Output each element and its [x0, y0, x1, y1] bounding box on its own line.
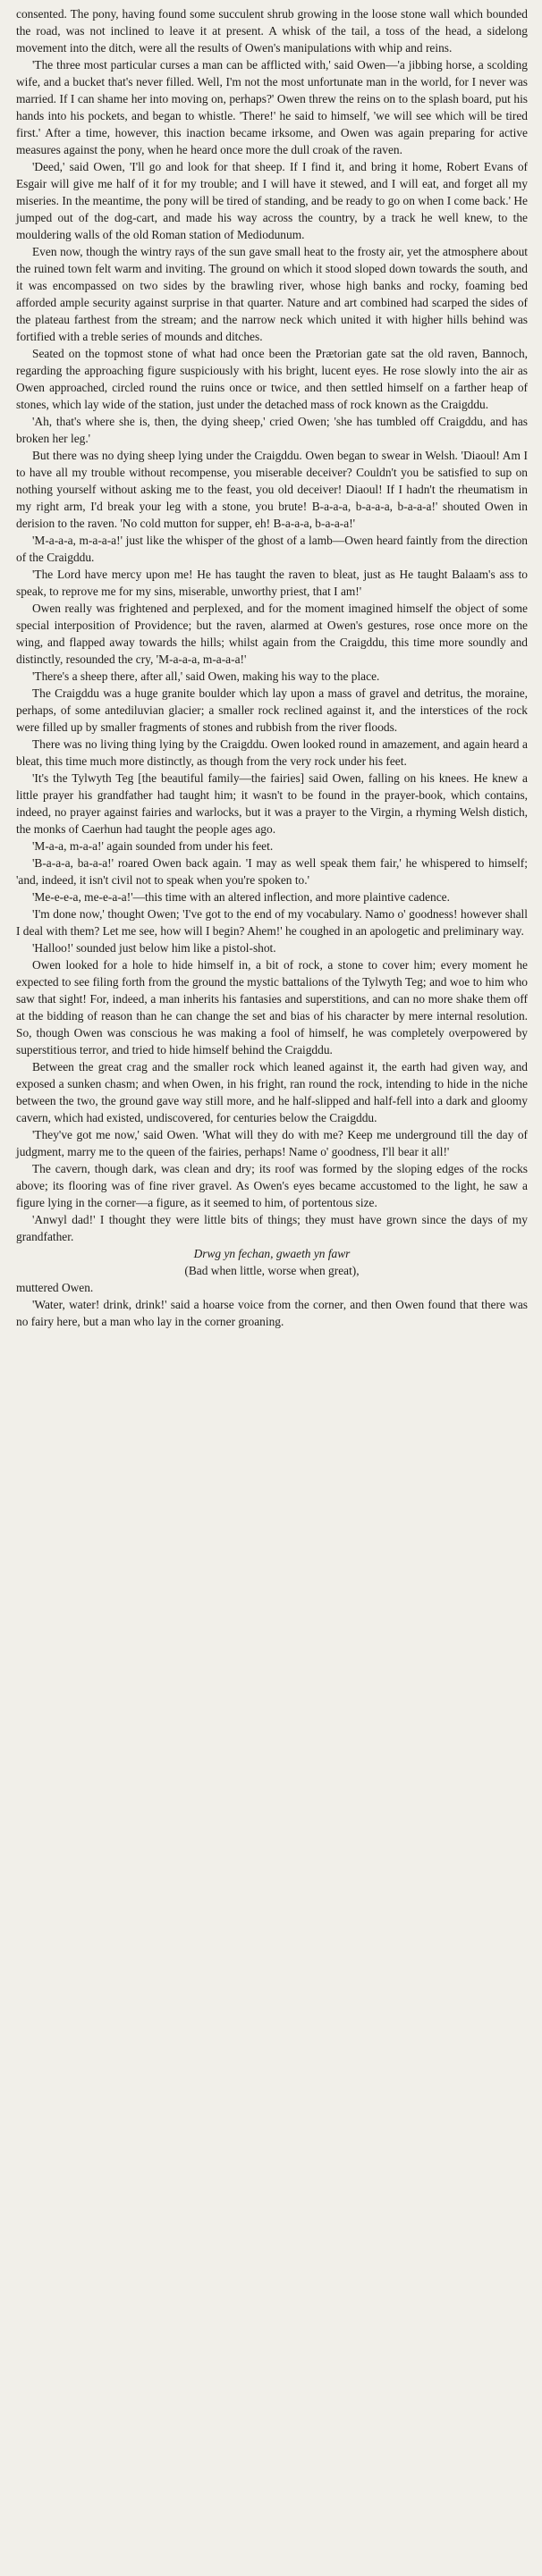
verse-translation: (Bad when little, worse when great),	[184, 1264, 360, 1277]
paragraph: 'It's the Tylwyth Teg [the beautiful family—the fairies] said Owen, falling on his knees. He knew a little prayer his grandfather had taught him; it wasn't to be found in the prayer-book, which contains, indeed, no prayer against fairies and warlocks, but it was a prayer to the Virgin, a rhyming Welsh distich, the monks of Caerhun had taught the people ages ago.	[16, 771, 528, 836]
paragraph: 'Ah, that's where she is, then, the dying sheep,' cried Owen; 'she has tumbled off Craigddu, and has broken her leg.'	[16, 415, 528, 445]
paragraph: 'Deed,' said Owen, 'I'll go and look for that sheep. If I find it, and bring it home, Robert Evans of Esgair will give me half of it for my trouble; and I will have it stewed, and I will eat, and forget all my miseries. In the meantime, the pony will be tired of standing, and be ready to go on when I come back.' He jumped out of the dog-cart, and made his way across the country, by a track he well knew, to the mouldering walls of the old Roman station of Mediodunum.	[16, 160, 528, 241]
paragraph: 'The three most particular curses a man can be afflicted with,' said Owen—'a jibbing horse, a scolding wife, and a bucket that's never filled. Well, I'm not the most unfortunate man in the world, for I never was married. If I can shame her into moving on, perhaps?' Owen threw the reins on to the splash board, put his hands into his pockets, and began to whistle. 'There!' he said to himself, 'we will see which will be tired first.' After a time, however, this inaction became irksome, and Owen was again preparing for active measures against the pony, when he heard once more the dull croak of the raven.	[16, 58, 528, 156]
paragraph: 'The Lord have mercy upon me! He has taught the raven to bleat, just as He taught Balaam's ass to speak, to reprove me for my sins, miserable, unworthy priest, that I am!'	[16, 568, 528, 598]
paragraph: 'M-a-a, m-a-a!' again sounded from under his feet.	[32, 839, 274, 853]
paragraph: 'Anwyl dad!' I thought they were little bits of things; they must have grown since the days of my grandfather.	[16, 1213, 528, 1243]
paragraph: 'They've got me now,' said Owen. 'What will they do with me? Keep me underground till the day of judgment, marry me to the queen of the fairies, perhaps! Name o' goodness, I'll bear it all!'	[16, 1128, 528, 1158]
paragraph: Owen looked for a hole to hide himself in, a bit of rock, a stone to cover him; every moment he expected to see filing forth from the ground the mystic battalions of the Tylwyth Teg; and woe to him who saw that sight! For, indeed, a man inherits his fantasies and superstitions, and can no more shake them off at the bidding of reason than he can change the set and bias of his character by mere internal resolution. So, though Owen was conscious he was making a fool of himself, he was completely overpowered by superstitious terror, and tried to hide himself behind the Craigddu.	[16, 958, 528, 1056]
paragraph: 'Halloo!' sounded just below him like a pistol-shot.	[32, 941, 276, 955]
paragraph: Seated on the topmost stone of what had once been the Prætorian gate sat the old raven, Bannoch, regarding the approaching figure suspiciously with his bright, lucent eyes. He rose slowly into the air as Owen approached, circled round the ruins once or twice, and then settled himself on a farther heap of stones, which lay wide of the station, just under the detached mass of rock known as the Craigddu.	[16, 347, 528, 411]
paragraph: Between the great crag and the smaller rock which leaned against it, the earth had given way, and exposed a sunken chasm; and when Owen, in his fright, ran round the rock, intending to hide in the niche between the two, the ground gave way still more, and he half-slipped and half-fell into a dark and gloomy cavern, which had existed, undiscovered, for centuries below the Craigddu.	[16, 1060, 528, 1124]
paragraph: consented. The pony, having found some succulent shrub growing in the loose stone wall which bounded the road, was not inclined to leave it at present. A whisk of the tail, a toss of the head, a sidelong movement into the ditch, were all the results of Owen's manipulations with whip and reins.	[16, 7, 528, 55]
paragraph: There was no living thing lying by the Craigddu. Owen looked round in amazement, and again heard a bleat, this time much more distinctly, as though from the very rock under his feet.	[16, 737, 528, 768]
paragraph: But there was no dying sheep lying under the Craigddu. Owen began to swear in Welsh. 'Diaoul! Am I to have all my trouble without recompense, you miserable deceiver? Couldn't you be satisfied to sup on nothing yourself without asking me to the feast, you old deceiver! Diaoul! If I hadn't the rheumatism in my right arm, I'd break your leg with a stone, you brute! B-a-a-a, b-a-a-a, b-a-a-a!' shouted Owen in derision to the raven. 'No cold mutton for supper, eh! B-a-a-a, b-a-a-a!'	[16, 449, 528, 530]
paragraph: 'Me-e-e-a, me-e-a-a!'—this time with an altered inflection, and more plaintive cadence.	[32, 890, 450, 904]
paragraph: 'There's a sheep there, after all,' said Owen, making his way to the place.	[32, 669, 380, 683]
paragraph: The Craigddu was a huge granite boulder which lay upon a mass of gravel and detritus, the moraine, perhaps, of some antediluvian glacier; a smaller rock reclined against it, and the interstices of the rock were filled up by smaller fragments of stones and rubbish from the river floods.	[16, 686, 528, 734]
paragraph: muttered Owen.	[16, 1281, 94, 1294]
paragraph: Even now, though the wintry rays of the sun gave small heat to the frosty air, yet the atmosphere about the ruined town felt warm and inviting. The ground on which it stood sloped down towards the south, and it was encompassed on two sides by the brawling river, whose high banks and rocky, foaming bed afforded ample security against surprise in that quarter. Nature and art combined had scarped the sides of the plateau farthest from the stream; and the narrow neck which united it with higher hills behind was fortified with a treble series of mounds and ditches.	[16, 245, 528, 343]
paragraph: 'I'm done now,' thought Owen; 'I've got to the end of my vocabulary. Namo o' goodness! however shall I deal with them? Let me see, how will I begin? Ahem!' he coughed in an apologetic and preliminary way.	[16, 907, 528, 938]
paragraph: Owen really was frightened and perplexed, and for the moment imagined himself the object of some special interposition of Providence; but the raven, alarmed at Owen's gestures, rose once more on the wing, and flapped away towards the hills; whilst again from the Craigddu, this time more soundly and distinctly, resounded the cry, 'M-a-a-a, m-a-a-a!'	[16, 602, 528, 666]
verse-line: Drwg yn fechan, gwaeth yn fawr	[193, 1247, 351, 1260]
paragraph: 'Water, water! drink, drink!' said a hoarse voice from the corner, and then Owen found that there was no fairy here, but a man who lay in the corner groaning.	[16, 1298, 528, 1328]
paragraph: The cavern, though dark, was clean and dry; its roof was formed by the sloping edges of the rocks above; its flooring was of fine river gravel. As Owen's eyes became accustomed to the light, he saw a figure lying in the corner—a figure, as it seemed to him, of portentous size.	[16, 1162, 528, 1209]
paragraph: 'B-a-a-a, ba-a-a!' roared Owen back again. 'I may as well speak them fair,' he whispered to himself; 'and, indeed, it isn't civil not to speak when you're spoken to.'	[16, 856, 528, 887]
paragraph: 'M-a-a-a, m-a-a-a!' just like the whisper of the ghost of a lamb—Owen heard faintly from the direction of the Craigddu.	[16, 534, 528, 564]
welsh-verse	[16, 1245, 528, 1279]
